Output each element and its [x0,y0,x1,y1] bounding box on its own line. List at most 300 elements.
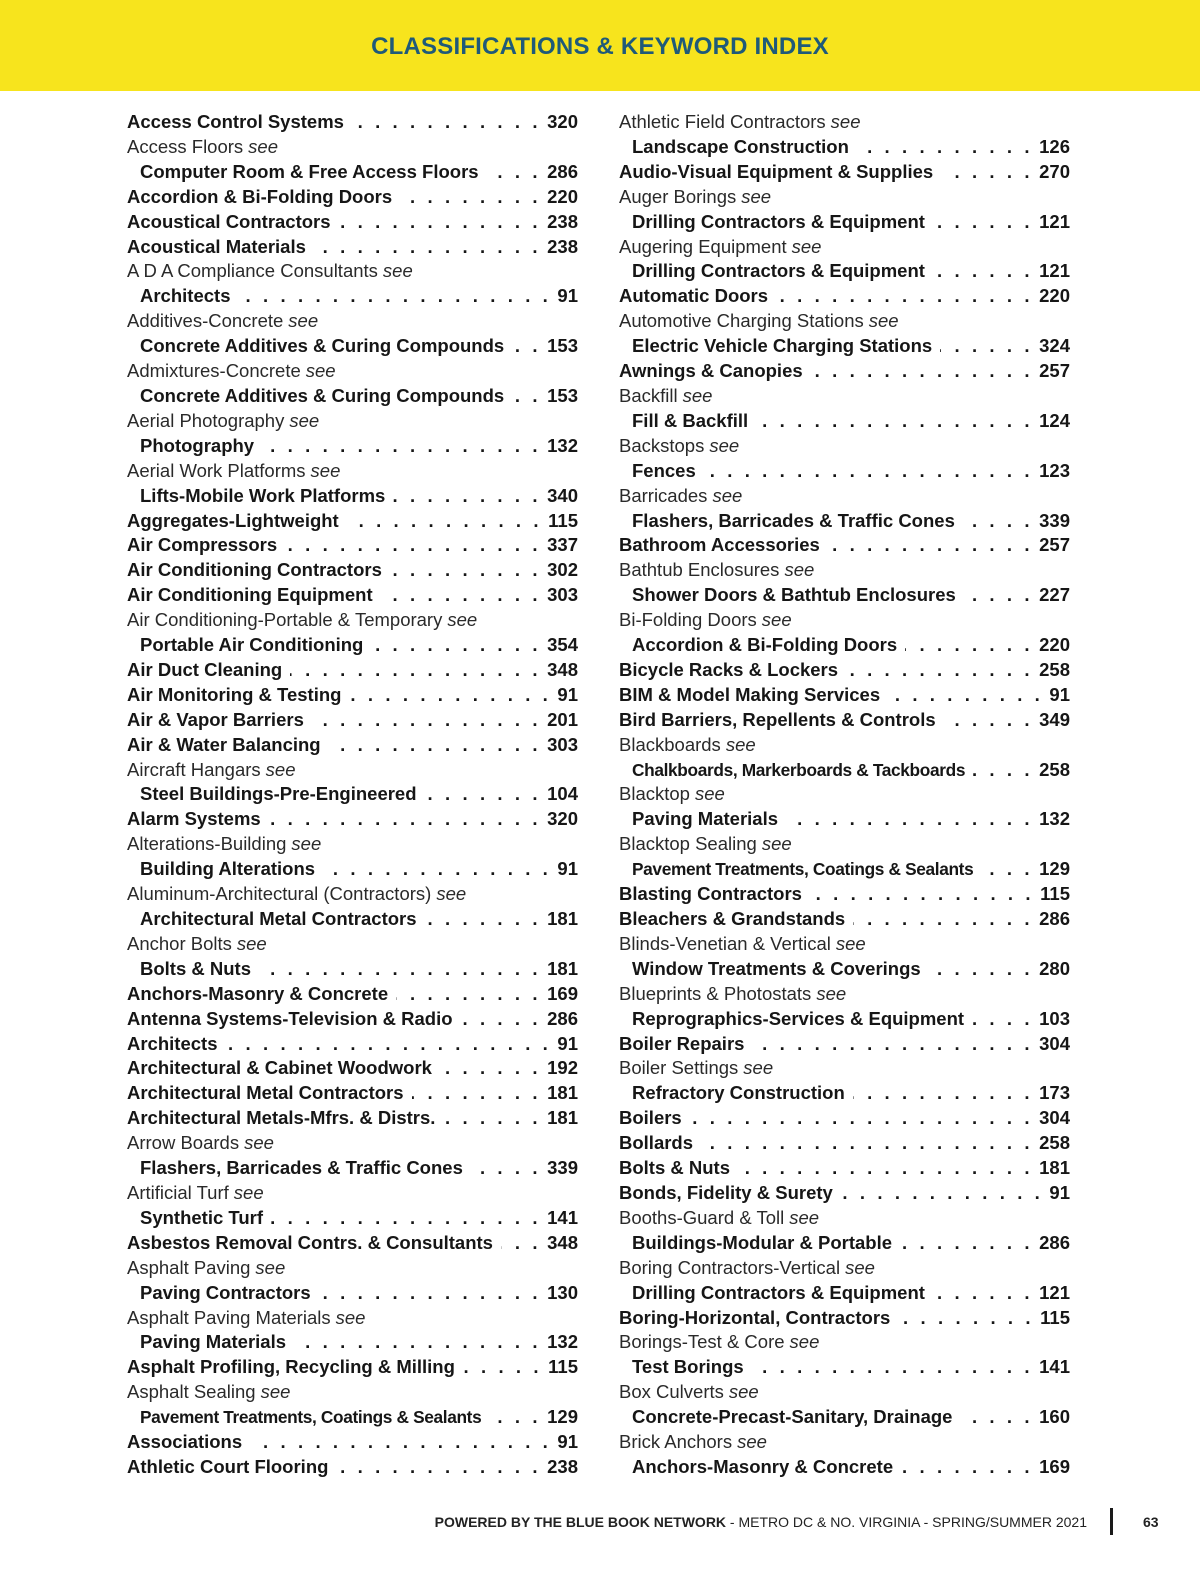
entry-title: Concrete Additives & Curing Compounds [140,384,505,406]
index-see-target-entry [127,907,578,932]
entry-page-number: 238 [547,235,578,257]
entry-title: Architectural Metal Contractors [127,1082,404,1104]
entry-page-number: 130 [547,1281,578,1303]
cross-reference-term: Asphalt Paving Materials [127,1306,331,1328]
index-cross-reference [619,782,1070,807]
index-heading-entry [127,583,578,608]
dot-leader [810,882,1034,907]
see-label: see [728,1381,759,1403]
index-heading-entry [127,708,578,733]
dot-leader [371,633,541,658]
cross-reference-term: Aluminum-Architectural (Contractors) [127,883,432,905]
dot-leader [225,1032,551,1057]
dot-leader [905,633,1033,658]
entry-title: Asbestos Removal Contrs. & Consultants [127,1231,493,1253]
index-cross-reference [619,932,1070,957]
dot-leader [271,1206,541,1231]
dot-leader [811,359,1033,384]
index-see-target-entry [619,1405,1070,1430]
entry-title: Air Compressors [127,534,278,556]
entry-page-number: 115 [1040,883,1070,905]
dot-leader [853,1081,1033,1106]
see-label: see [835,932,866,954]
dot-leader [323,857,551,882]
dot-leader [752,1032,1033,1057]
see-label: see [436,883,467,905]
entry-page-number: 121 [1039,210,1070,232]
entry-page-number: 129 [547,1406,578,1428]
dot-leader [393,484,541,509]
index-cross-reference [127,135,578,160]
index-heading-entry [619,658,1070,683]
footer-credit [435,1514,1087,1530]
index-heading-entry [127,1007,578,1032]
index-see-target-entry [127,857,578,882]
entry-title: Bolts & Nuts [619,1157,730,1179]
index-heading-entry [619,1156,1070,1181]
index-heading-entry [619,160,1070,185]
page-title: CLASSIFICATIONS & KEYWORD INDEX [371,33,829,60]
entry-page-number: 354 [547,634,578,656]
cross-reference-term: Alterations-Building [127,833,287,855]
dot-leader [390,558,541,583]
cross-reference-term: Athletic Field Contractors [619,111,826,132]
dot-leader [960,1405,1033,1430]
dot-leader [349,683,551,708]
index-heading-entry [619,1131,1070,1156]
cross-reference-term: Asphalt Paving [127,1256,251,1278]
index-heading-entry [127,1455,578,1480]
index-heading-entry [619,1032,1070,1057]
index-see-target-entry [619,1355,1070,1380]
entry-page-number: 220 [1039,285,1070,307]
index-cross-reference [619,558,1070,583]
entry-title: Automatic Doors [619,285,769,307]
entry-title: Bollards [619,1132,694,1154]
index-heading-entry [127,1231,578,1256]
see-label: see [305,360,336,382]
entry-title: Architects [140,285,231,307]
index-heading-entry [619,284,1070,309]
dot-leader [963,509,1033,534]
entry-title: Paving Materials [140,1331,287,1353]
see-label: see [709,434,740,456]
see-label: see [265,758,296,780]
cross-reference-term: Automotive Charging Stations [619,310,864,332]
dot-leader [262,434,541,459]
see-label: see [244,1132,274,1154]
dot-leader [964,583,1033,608]
see-label: see [260,1381,291,1403]
entry-page-number: 104 [547,783,578,805]
entry-title: Alarm Systems [127,808,261,830]
page-number: 63 [1143,1514,1159,1530]
entry-page-number: 227 [1039,584,1070,606]
entry-page-number: 220 [547,185,578,207]
entry-title: Audio-Visual Equipment & Supplies [619,160,934,182]
entry-page-number: 121 [1039,260,1070,282]
entry-title: Refractory Construction [632,1082,845,1104]
index-see-target-entry [127,334,578,359]
entry-title: Test Borings [632,1356,744,1378]
entry-page-number: 173 [1039,1082,1070,1104]
dot-leader [487,160,542,185]
entry-title: Window Treatments & Coverings [632,957,921,979]
see-label: see [791,235,822,257]
dot-leader [846,658,1033,683]
dot-leader [347,509,542,534]
cross-reference-term: A D A Compliance Consultants [127,260,378,282]
dot-leader [294,1330,541,1355]
see-label: see [712,484,743,506]
index-see-target-entry [619,409,1070,434]
index-see-target-entry [619,509,1070,534]
cross-reference-term: Aircraft Hangars [127,758,261,780]
dot-leader [690,1106,1033,1131]
index-cross-reference [619,110,1070,135]
entry-page-number: 238 [547,1455,578,1477]
entry-title: Chalkboards, Markerboards & Tackboards [632,759,966,780]
index-heading-entry [127,110,578,135]
cross-reference-term: Artificial Turf [127,1181,229,1203]
index-see-target-entry [619,459,1070,484]
index-cross-reference [619,484,1070,509]
dot-leader [443,1106,541,1131]
dot-leader [752,1355,1033,1380]
cross-reference-term: Aerial Work Platforms [127,459,306,481]
entry-page-number: 349 [1039,708,1070,730]
cross-reference-term: Aerial Photography [127,409,285,431]
see-label: see [868,310,899,332]
cross-reference-term: Boring Contractors-Vertical [619,1256,841,1278]
dot-leader [857,135,1033,160]
entry-page-number: 238 [547,210,578,232]
index-heading-entry [127,509,578,534]
index-see-target-entry [127,633,578,658]
cross-reference-term: Blacktop Sealing [619,833,757,855]
entry-title: Reprographics-Services & Equipment [632,1007,965,1029]
dot-leader [259,957,541,982]
cross-reference-term: Boiler Settings [619,1057,739,1079]
entry-page-number: 181 [547,1082,578,1104]
cross-reference-term: Bi-Folding Doors [619,609,757,631]
index-heading-entry [127,1106,578,1131]
dot-leader [933,210,1033,235]
dot-leader [329,733,542,758]
index-heading-entry [619,1181,1070,1206]
entry-page-number: 303 [547,733,578,755]
entry-page-number: 115 [548,509,578,531]
entry-page-number: 286 [547,160,578,182]
entry-page-number: 181 [547,908,578,929]
index-heading-entry [619,1106,1070,1131]
see-label: see [830,111,861,132]
entry-title: Fences [632,459,696,481]
dot-leader [381,583,542,608]
entry-page-number: 132 [547,434,578,456]
index-column-right [619,110,1070,1480]
entry-title: Photography [140,434,255,456]
see-label: see [288,310,319,332]
index-heading-entry [619,882,1070,907]
index-cross-reference [127,882,578,907]
entry-page-number: 103 [1039,1007,1070,1029]
entry-title: Concrete Additives & Curing Compounds [140,335,505,357]
cross-reference-term: Blacktop [619,783,690,805]
index-see-target-entry [127,1281,578,1306]
entry-title: Aggregates-Lightweight [127,509,339,531]
index-cross-reference [127,758,578,783]
entry-page-number: 340 [547,484,578,506]
entry-page-number: 115 [1040,1306,1070,1328]
entry-page-number: 192 [547,1057,578,1079]
entry-page-number: 304 [1039,1032,1070,1054]
index-heading-entry [127,807,578,832]
entry-title: Associations [127,1431,243,1453]
cross-reference-term: Access Floors [127,135,244,157]
dot-leader [901,1455,1033,1480]
entry-page-number: 123 [1039,459,1070,481]
index-heading-entry [619,907,1070,932]
dot-leader [250,1430,551,1455]
see-label: see [743,1057,774,1079]
index-cross-reference [127,259,578,284]
index-see-target-entry [619,1455,1070,1480]
index-see-target-entry [127,957,578,982]
dot-leader [463,1355,542,1380]
dot-leader [501,1231,541,1256]
entry-title: Blasting Contractors [619,883,802,905]
entry-title: Paving Contractors [140,1281,311,1303]
index-heading-entry [127,210,578,235]
see-label: see [845,1256,875,1278]
entry-page-number: 181 [1039,1157,1070,1179]
entry-page-number: 286 [1039,908,1070,929]
dot-leader [312,708,541,733]
entry-page-number: 91 [557,858,578,880]
index-cross-reference [619,982,1070,1007]
entry-title: BIM & Model Making Services [619,683,881,705]
dot-leader [352,110,541,135]
see-label: see [761,833,792,855]
see-label: see [694,783,725,805]
see-label: see [236,932,267,954]
see-label: see [335,1306,366,1328]
entry-title: Architects [127,1032,218,1054]
entry-page-number: 91 [557,285,578,307]
index-see-target-entry [619,1281,1070,1306]
index-heading-entry [127,558,578,583]
entry-title: Lifts-Mobile Work Platforms [140,484,386,506]
entry-page-number: 270 [1039,160,1070,182]
dot-leader [339,210,542,235]
entry-title: Bolts & Nuts [140,957,251,979]
cross-reference-term: Admixtures-Concrete [127,360,301,382]
index-heading-entry [619,683,1070,708]
index-heading-entry [127,1081,578,1106]
index-see-target-entry [619,1081,1070,1106]
index-cross-reference [127,1181,578,1206]
cross-reference-term: Blinds-Venetian & Vertical [619,932,831,954]
index-column-left [127,110,578,1480]
entry-title: Bathroom Accessories [619,534,820,556]
index-see-target-entry [619,583,1070,608]
index-cross-reference [619,185,1070,210]
dot-leader [489,1405,541,1430]
entry-page-number: 348 [547,1231,578,1253]
index-see-target-entry [127,160,578,185]
cross-reference-term: Blueprints & Photostats [619,982,812,1004]
dot-leader [425,907,542,932]
entry-title: Flashers, Barricades & Traffic Cones [140,1157,463,1179]
entry-title: Electric Vehicle Charging Stations [632,335,933,357]
entry-page-number: 129 [1039,858,1070,880]
index-cross-reference [127,459,578,484]
entry-page-number: 169 [1039,1455,1070,1477]
index-heading-entry [127,733,578,758]
entry-page-number: 91 [557,683,578,705]
see-label: see [447,609,478,631]
see-label: see [382,260,413,282]
entry-page-number: 91 [557,1431,578,1453]
entry-page-number: 91 [557,1032,578,1054]
index-cross-reference [127,309,578,334]
see-label: see [789,1206,820,1228]
entry-title: Bird Barriers, Repellents & Controls [619,708,936,730]
dot-leader [319,1281,541,1306]
index-heading-entry [619,359,1070,384]
dot-leader [471,1156,541,1181]
index-see-target-entry [619,807,1070,832]
dot-leader [972,1007,1033,1032]
index-heading-entry [619,708,1070,733]
dot-leader [314,235,541,260]
index-cross-reference [127,1380,578,1405]
dot-leader [701,1131,1033,1156]
index-see-target-entry [127,284,578,309]
index-heading-entry [127,1355,578,1380]
cross-reference-term: Augering Equipment [619,235,787,257]
entry-title: Antenna Systems-Television & Radio [127,1007,453,1029]
entry-page-number: 302 [547,559,578,581]
dot-leader [933,259,1033,284]
see-label: see [784,559,815,581]
entry-page-number: 141 [547,1206,578,1228]
entry-page-number: 258 [1039,658,1070,680]
cross-reference-term: Additives-Concrete [127,310,284,332]
entry-title: Air Conditioning Equipment [127,584,373,606]
entry-page-number: 286 [547,1007,578,1029]
dot-leader [285,533,541,558]
index-see-target-entry [619,633,1070,658]
entry-title: Boilers [619,1107,682,1129]
index-see-target-entry [619,135,1070,160]
entry-title: Computer Room & Free Access Floors [140,160,479,182]
index-heading-entry [127,982,578,1007]
entry-title: Architectural Metal Contractors [140,908,417,929]
entry-page-number: 115 [548,1356,578,1378]
entry-title: Bonds, Fidelity & Surety [619,1181,833,1203]
entry-title: Anchors-Masonry & Concrete [632,1455,894,1477]
entry-title: Paving Materials [632,808,779,830]
dot-leader [440,1056,541,1081]
index-see-target-entry [619,259,1070,284]
index-cross-reference [127,832,578,857]
cross-reference-term: Blackboards [619,733,721,755]
entry-title: Drilling Contractors & Equipment [632,1281,925,1303]
dot-leader [853,907,1033,932]
cross-reference-term: Air Conditioning-Portable & Temporary [127,609,443,631]
entry-title: Accordion & Bi-Folding Doors [632,634,898,656]
see-label: see [291,833,322,855]
cross-reference-term: Backfill [619,384,678,406]
dot-leader [944,708,1033,733]
entry-title: Fill & Backfill [632,409,749,431]
footer-brand: POWERED BY THE BLUE BOOK NETWORK [434,1514,727,1530]
entry-page-number: 257 [1039,360,1070,382]
entry-page-number: 339 [547,1157,578,1179]
entry-page-number: 258 [1039,758,1070,780]
entry-page-number: 286 [1039,1231,1070,1253]
entry-page-number: 337 [547,534,578,556]
entry-title: Bleachers & Grandstands [619,908,846,929]
entry-page-number: 153 [547,384,578,406]
index-heading-entry [619,533,1070,558]
index-cross-reference [619,1256,1070,1281]
see-label: see [682,384,713,406]
see-label: see [725,733,756,755]
cross-reference-term: Booths-Guard & Toll [619,1206,785,1228]
entry-title: Athletic Court Flooring [127,1455,329,1477]
entry-page-number: 324 [1039,335,1070,357]
entry-title: Acoustical Contractors [127,210,331,232]
dot-leader [900,1231,1033,1256]
index-heading-entry [127,1430,578,1455]
dot-leader [738,1156,1033,1181]
dot-leader [973,758,1033,783]
index-cross-reference [619,309,1070,334]
dot-leader [425,782,542,807]
entry-page-number: 320 [547,111,578,132]
entry-title: Access Control Systems [127,111,344,132]
entry-title: Architectural Metals-Mfrs. & Distrs. [127,1107,436,1129]
index-see-target-entry [127,384,578,409]
index-see-target-entry [619,1007,1070,1032]
dot-leader [461,1007,542,1032]
entry-page-number: 132 [1039,808,1070,830]
cross-reference-term: Borings-Test & Core [619,1331,785,1353]
index-cross-reference [619,1380,1070,1405]
cross-reference-term: Box Culverts [619,1381,724,1403]
entry-title: Portable Air Conditioning [140,634,364,656]
see-label: see [248,135,278,157]
cross-reference-term: Auger Borings [619,185,737,207]
dot-leader [412,1081,542,1106]
see-label: see [761,609,792,631]
index-cross-reference [619,1056,1070,1081]
entry-title: Flashers, Barricades & Traffic Cones [632,509,955,531]
cross-reference-term: Anchor Bolts [127,932,232,954]
index-cross-reference [127,359,578,384]
dot-leader [898,1306,1034,1331]
index-see-target-entry [127,1206,578,1231]
entry-page-number: 181 [547,1107,578,1129]
dot-leader [929,957,1033,982]
see-label: see [289,409,320,431]
index-heading-entry [127,533,578,558]
entry-title: Shower Doors & Bathtub Enclosures [632,584,956,606]
cross-reference-term: Brick Anchors [619,1431,733,1453]
